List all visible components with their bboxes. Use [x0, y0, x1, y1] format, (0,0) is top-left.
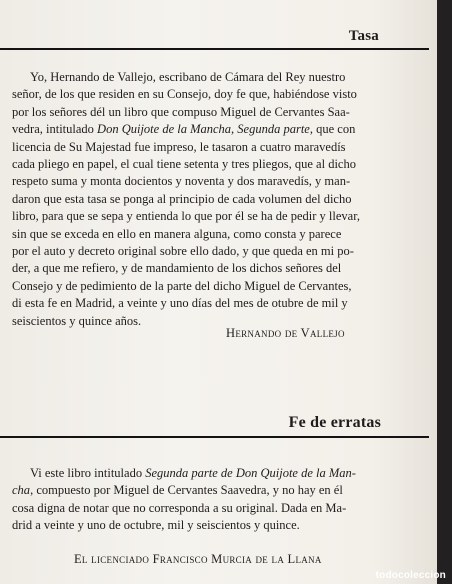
- tasa-line: der, a que me refiero, y de mandamiento de los dichos señores del: [12, 261, 342, 276]
- tasa-line: vedra, intitulado Don Quijote de la Mancha, Segunda parte, que con: [12, 122, 356, 137]
- tasa-paragraph: [12, 69, 394, 330]
- tasa-line: señor, de los que residen en su Consejo, doy fe que, habiéndose visto: [12, 87, 357, 102]
- tasa-line: libro, para que se sepa y entienda lo que por él se ha de pedir y llevar,: [12, 209, 360, 224]
- erratas-line: drid a veinte y uno de octubre, mil y seiscientos y quince.: [12, 518, 300, 533]
- section-heading-tasa: Tasa: [348, 28, 379, 44]
- tasa-line: respeto suma y monta docientos y noventa y dos maravedís, y man-: [12, 174, 351, 189]
- tasa-line: por el auto y decreto original sobre ello dado, y que queda en mi po-: [12, 244, 354, 259]
- erratas-line: Vi este libro intitulado Segunda parte de Don Quijote de la Man-: [30, 466, 356, 480]
- tasa-line: Consejo y de pedimiento de la parte del dicho Miguel de Cervantes,: [12, 278, 352, 293]
- section-heading-fe-de-erratas: Fe de erratas: [288, 414, 381, 431]
- tasa-line: di esta fe en Madrid, a veinte y uno días del mes de otubre de mil y: [12, 296, 348, 311]
- tasa-line: cada pliego en papel, el cual tiene setenta y tres pliegos, que al dicho: [12, 157, 356, 172]
- tasa-line: daron que esta tasa se ponga al principio de cada volumen del dicho: [12, 191, 352, 206]
- tasa-signature: Hernando de Vallejo: [226, 326, 345, 340]
- tasa-line: licencia de Su Majestad fue impreso, le tasaron a cuatro maravedís: [12, 139, 346, 154]
- erratas-line: cha, compuesto por Miguel de Cervantes Saavedra, y no hay en él: [12, 483, 343, 498]
- tasa-line: por los señores dél un libro que compuso Miguel de Cervantes Saa-: [12, 104, 350, 119]
- section-rule: [0, 436, 429, 438]
- tasa-line: seiscientos y quince años.: [12, 313, 142, 328]
- tasa-line: Yo, Hernando de Vallejo, escribano de Cámara del Rey nuestro: [30, 70, 346, 84]
- erratas-signature: El licenciado Francisco Murcia de la Llana: [74, 552, 322, 566]
- tasa-line: sin que se exceda en ello en manera alguna, como consta y parece: [12, 226, 342, 241]
- erratas-line: cosa digna de notar que no corresponda a su original. Dada en Ma-: [12, 500, 347, 515]
- watermark-logo: todocoleccion: [375, 570, 446, 581]
- erratas-paragraph: [12, 465, 394, 535]
- header-rule: [0, 48, 429, 50]
